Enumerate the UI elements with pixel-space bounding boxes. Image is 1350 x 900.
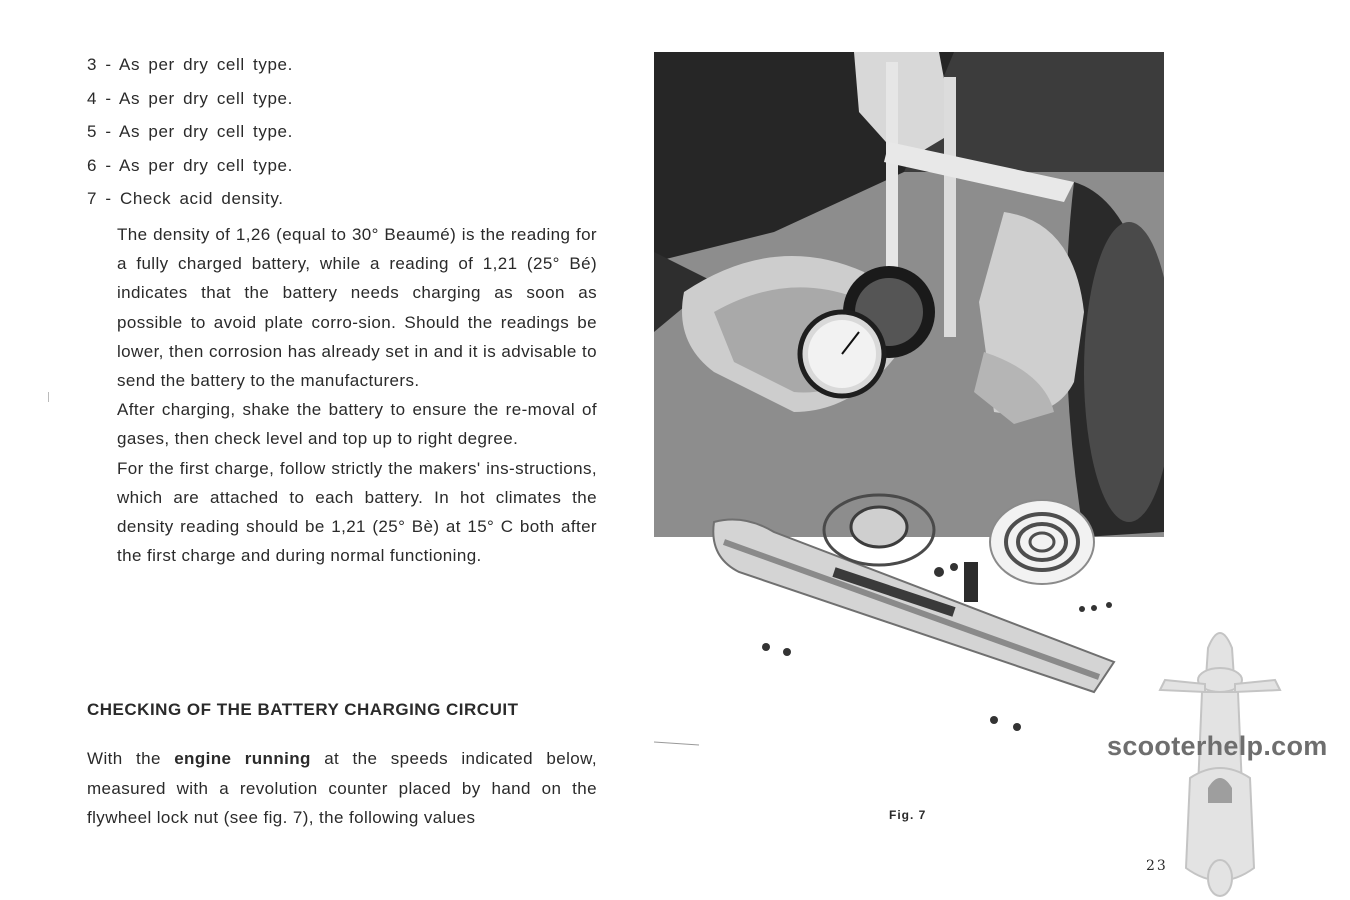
list-item-text: Check acid density. bbox=[119, 189, 284, 208]
figure-caption: Fig. 7 bbox=[889, 808, 927, 822]
list-item-number: 4 - bbox=[87, 88, 112, 108]
density-explanation bbox=[117, 220, 597, 570]
page-number: 23 bbox=[1146, 858, 1168, 874]
numbered-list bbox=[87, 48, 607, 216]
section-heading: CHECKING OF THE BATTERY CHARGING CIRCUIT bbox=[87, 700, 519, 719]
charging-paragraph: After charging, shake the battery to ensure the re-moval of gases, then check level and top up to right degree. bbox=[117, 400, 597, 449]
list-item bbox=[87, 82, 607, 116]
watermark-text: scooterhelp.com bbox=[1107, 731, 1328, 761]
charging-circuit-paragraph bbox=[87, 744, 597, 833]
list-item bbox=[87, 182, 607, 216]
list-item bbox=[87, 48, 607, 82]
engine-running-emphasis: engine running bbox=[174, 749, 311, 768]
list-item-text: As per dry cell type. bbox=[119, 122, 293, 141]
first-charge-paragraph: For the first charge, follow strictly the makers' ins-structions, which are attached to each battery. In hot climates the density reading should be 1,21 (25° Bè) at 15° C both after the first charge and during normal functioning. bbox=[117, 458, 597, 566]
figure-7-photo bbox=[654, 52, 1164, 747]
list-item-text: As per dry cell type. bbox=[119, 155, 293, 175]
list-item bbox=[87, 115, 607, 149]
photo-upper-scene bbox=[654, 52, 1164, 537]
list-item-number: 6 - bbox=[87, 155, 112, 175]
list-item-text: As per dry cell type. bbox=[119, 55, 293, 74]
list-item-number: 3 - bbox=[87, 55, 112, 74]
list-item-text: As per dry cell type. bbox=[119, 88, 293, 108]
list-item-number: 7 - bbox=[87, 189, 112, 208]
body-text-start: With the bbox=[87, 749, 175, 768]
scan-speck bbox=[48, 392, 49, 402]
list-item-number: 5 - bbox=[87, 122, 112, 141]
list-item bbox=[87, 149, 607, 183]
body-text-end: at the speeds indicated below, measured with a revolution counter placed by hand on the flywheel lock nut (see fig. 7), the following values bbox=[87, 749, 597, 827]
density-paragraph: The density of 1,26 (equal to 30° Beaumé) is the reading for a fully charged battery, while a reading of 1,21 (25° Bé) indicates that the battery needs charging as soon as possible to avoid plate corro-sion. Should the readings be lower, then corrosion has already set in and it is advisable to send the battery to the manufacturers. bbox=[117, 225, 597, 391]
